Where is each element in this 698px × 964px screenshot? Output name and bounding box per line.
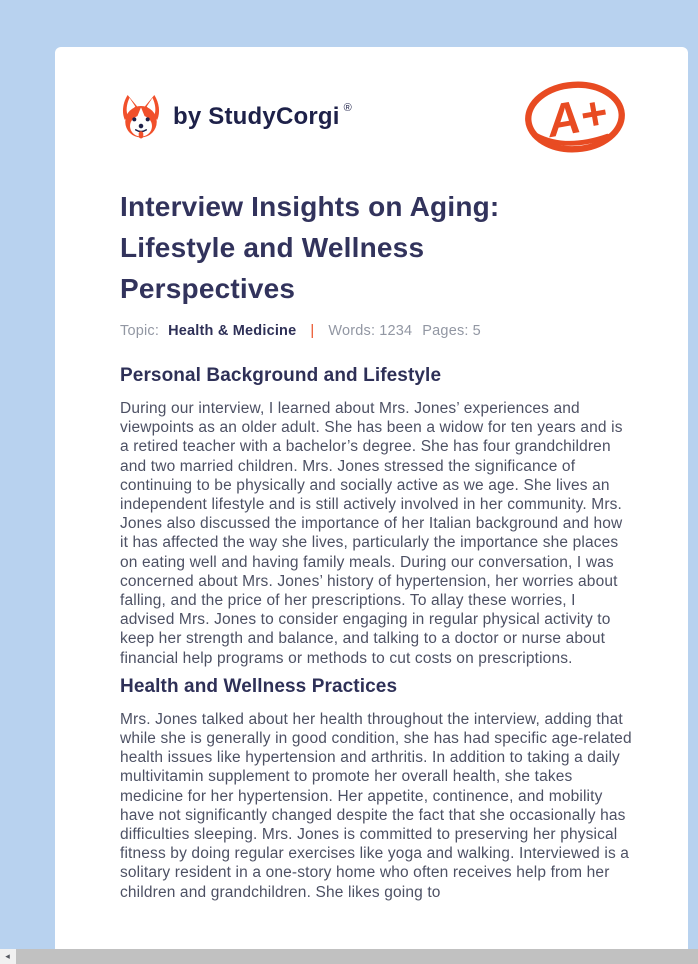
article-meta	[120, 323, 630, 339]
section-heading-health-wellness: Health and Wellness Practices	[120, 675, 398, 697]
scrollbar-thumb[interactable]	[15, 949, 698, 964]
studycorgi-logo[interactable]	[120, 94, 352, 139]
document-card	[55, 47, 688, 964]
scroll-left-button[interactable]	[0, 949, 15, 964]
section-body-health-wellness: Mrs. Jones talked about her health throughout the interview, adding that while she is generally in good condition, she has had specific age-related health issues like hypertension and arthritis. In addition to taking a daily multivitamin supplement to promote her overall health, she takes medicine for her hypertension. Her appetite, continence, and mobility have not significantly changed despite the fact that she occasionally has difficulties sleeping. Mrs. Jones is committed to preserving her physical fitness by doing regular exercises like yoga and walking. Interviewed is a solitary resident in a one-story home who often receives help from her children and grandchildren. She likes going to	[120, 710, 632, 901]
grade-stamp-text: A+	[543, 86, 611, 148]
topic-value[interactable]: Health & Medicine	[168, 323, 297, 339]
card-header	[120, 78, 630, 156]
horizontal-scrollbar[interactable]	[0, 949, 698, 964]
logo-text: by StudyCorgi	[173, 102, 340, 130]
pages-value: 5	[472, 323, 481, 339]
topic-label: Topic:	[120, 323, 160, 339]
words-label: Words:	[328, 323, 376, 339]
a-plus-grade-stamp-icon	[522, 78, 628, 156]
section-body-personal-background: During our interview, I learned about Mrs. Jones’ experiences and viewpoints as an older adult. She has been a widow for ten years and is a retired teacher with a bachelor’s degree. She has four grandchildren and two married children. Mrs. Jones stressed the significance of continuing to be physically and socially active as we age. She lives an independent lifestyle and is still actively involved in her community. Mrs. Jones also discussed the importance of her Italian background and how it has affected the way she lives, particularly the importance she places on eating well and having family meals. During our conversation, I was concerned about Mrs. Jones’ history of hypertension, her worries about falling, and the price of her prescriptions. To allay these worries, I advised Mrs. Jones to consider engaging in regular physical activity to keep her strength and balance, and talking to a doctor or nurse about financial help programs or methods to cut costs on prescriptions.	[120, 400, 623, 667]
scroll-left-arrow-icon: ◂	[5, 951, 10, 961]
registered-trademark-icon: ®	[343, 101, 352, 114]
page-title: Interview Insights on Aging: Lifestyle and Wellness Perspectives	[120, 191, 500, 304]
meta-separator: |	[310, 323, 315, 339]
corgi-icon	[120, 94, 162, 139]
pages-label: Pages:	[422, 323, 469, 339]
words-value: 1234	[379, 323, 413, 339]
section-heading-personal-background: Personal Background and Lifestyle	[120, 365, 442, 386]
